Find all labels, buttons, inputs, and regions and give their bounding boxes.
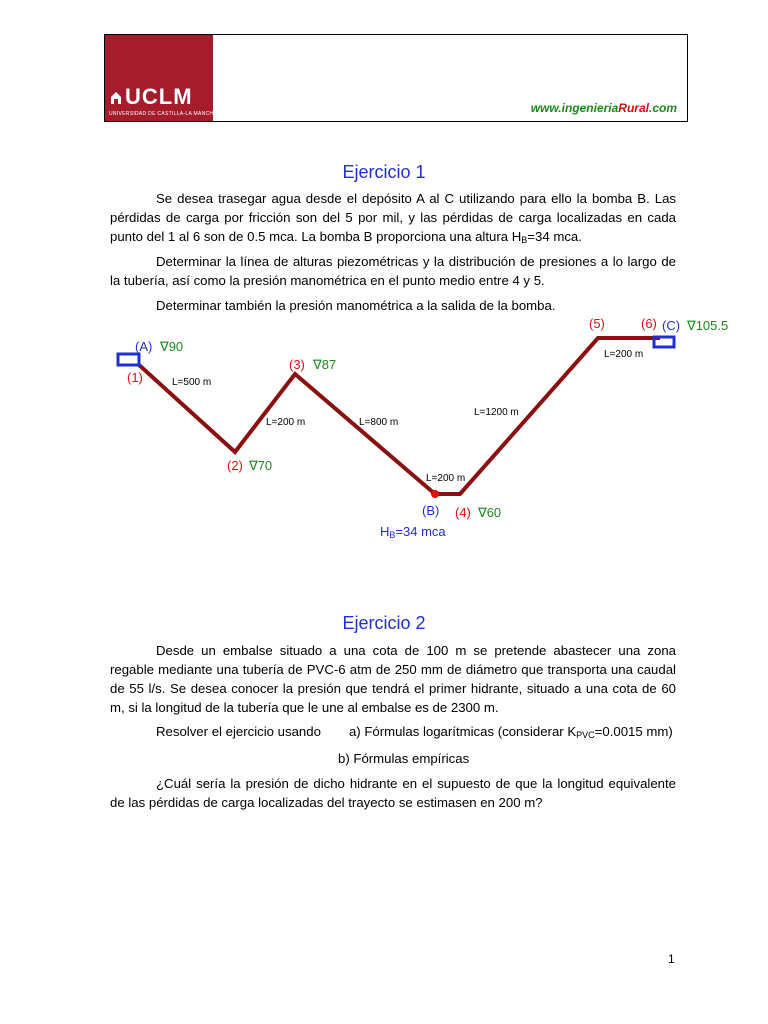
label-p6: (6) bbox=[641, 316, 657, 331]
exercise-2-paragraph-1: Desde un embalse situado a una cota de 100 m se pretende abastecer una zona regable mediante una tubería de PVC-6 atm de 250 mm de diámetro que transporta una caudal de 55 l/s. Se desea conocer la presión que tendrá el primer hidrante, situado a una cota de 60 m, si la longitud de la tubería que le une al embalse es de 2300 m. bbox=[110, 643, 676, 715]
label-p2: (2) bbox=[227, 458, 243, 473]
exercise-1-paragraph-3: Determinar también la presión manométrica a la salida de la bomba. bbox=[156, 298, 556, 313]
exercise-1-paragraph-1: Se desea trasegar agua desde el depósito A al C utilizando para ello la bomba B. Las pérdidas de carga por fricción son del 5 por mil, y las pérdidas de carga localizadas en cada punto del 1 al 6 son de 0.5 mca. La bomba B proporciona una altura $H_B=34$ mca. bbox=[110, 191, 676, 245]
label-p3: (3) bbox=[289, 357, 305, 372]
length-2: L=200 m bbox=[266, 417, 306, 428]
pump-head: HB=34 mca bbox=[380, 524, 446, 540]
pipeline-profile-diagram bbox=[0, 300, 768, 550]
website-link[interactable]: www.ingenieriaRural.com bbox=[530, 101, 677, 115]
page-number: 1 bbox=[668, 952, 675, 966]
label-a: (A) bbox=[135, 339, 153, 354]
exercise-2-method-line: Resolver el ejercicio usando a) Fórmulas logarítmicas (considerar $K_{PVC}=0.0015$ mm) bbox=[156, 724, 673, 740]
exercise-1-title: Ejercicio 1 bbox=[342, 162, 426, 182]
length-4: L=200 m bbox=[426, 473, 466, 484]
elev-87: ∇87 bbox=[313, 357, 337, 372]
exercise-2-title: Ejercicio 2 bbox=[342, 613, 426, 633]
exercise-1-paragraph-2: Determinar la línea de alturas piezométricas y la distribución de presiones a lo largo de la tubería, así como la presión manométrica en el punto medio entre 4 y 5. bbox=[110, 254, 676, 288]
exercise-2-paragraph-4: ¿Cuál sería la presión de dicho hidrante en el supuesto de que la longitud equivalente de las pérdidas de carga localizadas del trayecto se estimasen en 200 m? bbox=[110, 776, 676, 810]
uclm-logo bbox=[105, 35, 217, 121]
elev-90: ∇90 bbox=[160, 339, 184, 354]
label-c: (C) bbox=[662, 318, 681, 333]
pump-b bbox=[431, 490, 439, 498]
label-p4: (4) bbox=[455, 505, 471, 520]
label-p1: (1) bbox=[127, 370, 143, 385]
elev-105-5: ∇105.5 bbox=[687, 318, 729, 333]
logo-subtitle: UNIVERSIDAD DE CASTILLA-LA MANCHA bbox=[109, 111, 217, 117]
length-1: L=500 m bbox=[172, 377, 212, 388]
label-b: (B) bbox=[422, 503, 440, 518]
university-emblem-icon bbox=[109, 91, 123, 105]
pipeline bbox=[138, 338, 660, 494]
label-p5: (5) bbox=[589, 316, 605, 331]
exercise-2-option-b: b) Fórmulas empíricas bbox=[338, 751, 470, 766]
length-3: L=800 m bbox=[359, 417, 399, 428]
document-header bbox=[104, 34, 688, 122]
logo-wordmark: UCLM bbox=[125, 84, 193, 109]
elev-70: ∇70 bbox=[249, 458, 273, 473]
length-6: L=200 m bbox=[604, 349, 644, 360]
reservoir-c bbox=[654, 337, 674, 347]
length-5: L=1200 m bbox=[474, 407, 519, 418]
reservoir-a bbox=[118, 354, 139, 365]
elev-60: ∇60 bbox=[478, 505, 502, 520]
